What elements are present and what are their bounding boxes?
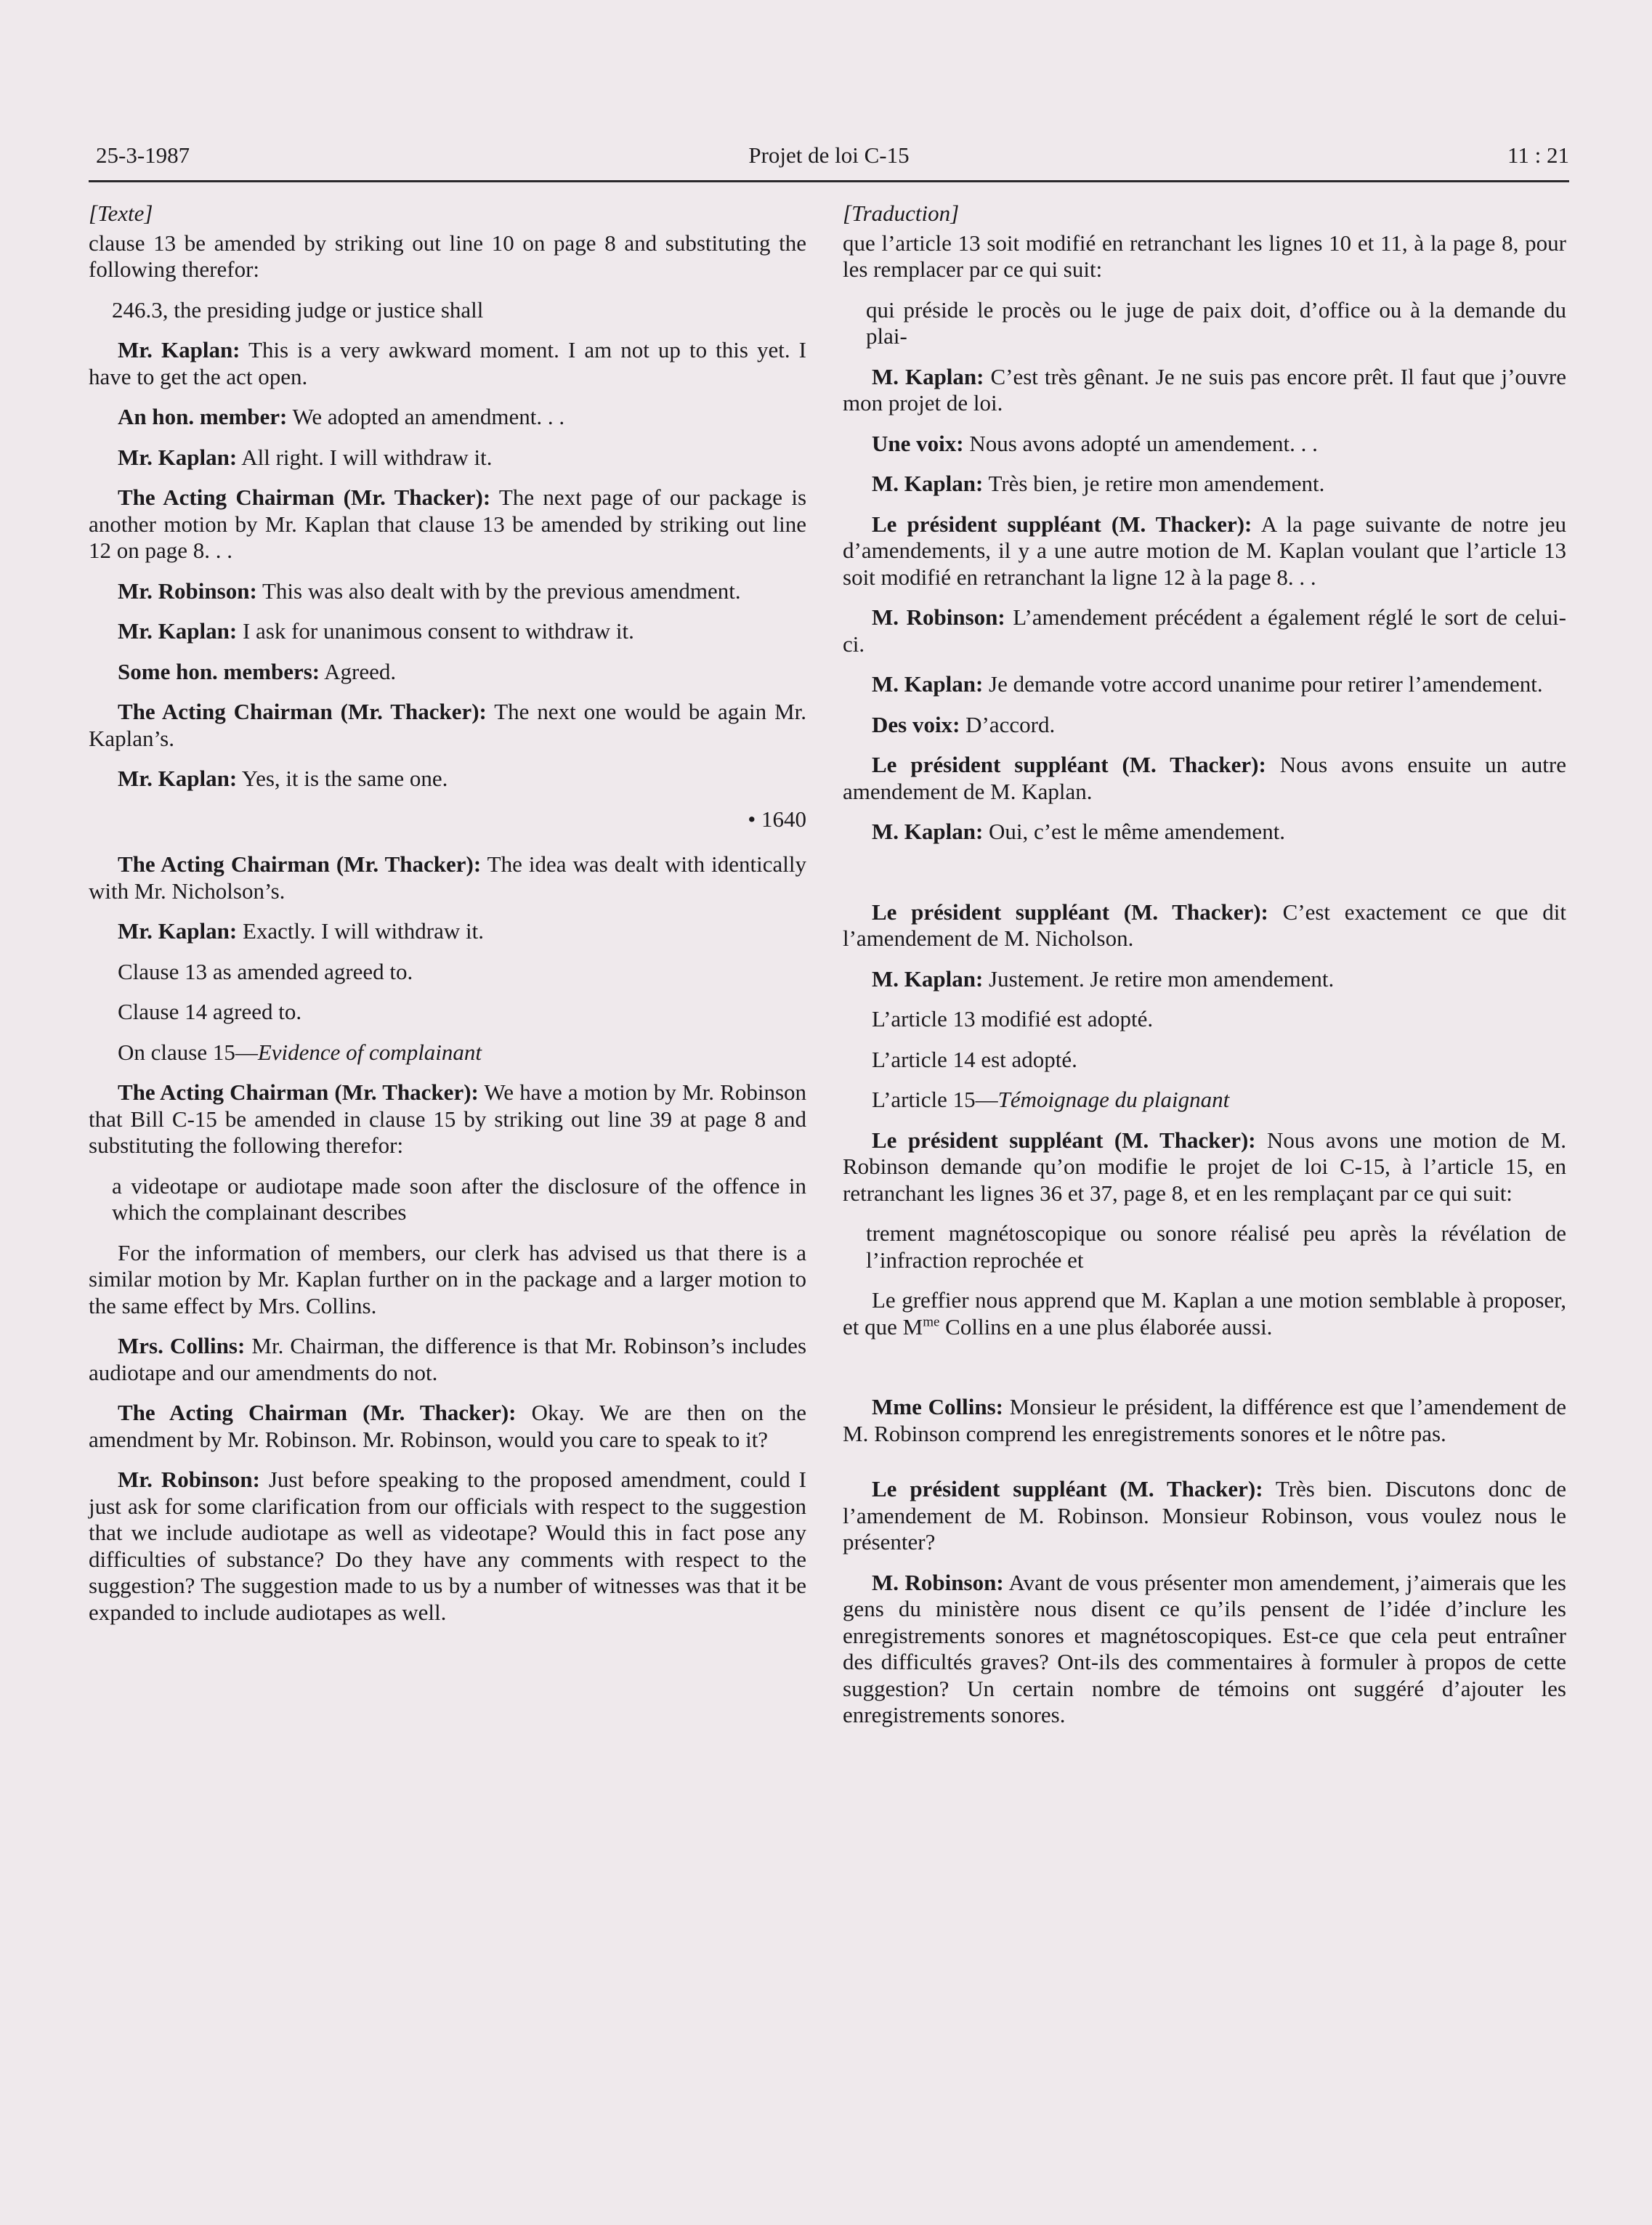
paragraph-text: Le greffier nous apprend que M. Kaplan a une motion semblable à proposer, et que M <box>843 1287 1566 1340</box>
speech: The next one would be again Mr. Kaplan’s. <box>89 699 807 751</box>
speech: We adopted an amendment. . . <box>287 404 565 429</box>
speaker: M. Kaplan: <box>872 819 984 844</box>
text-tag: [Texte] <box>89 200 153 226</box>
speaker: Mrs. Collins: <box>118 1333 246 1358</box>
speaker: M. Kaplan: <box>872 671 984 697</box>
paragraph <box>843 471 1566 498</box>
speaker: The Acting Chairman (Mr. Thacker): <box>118 1400 517 1425</box>
speaker: Mme Collins: <box>872 1394 1003 1419</box>
speaker: M. Kaplan: <box>872 965 984 992</box>
paragraph <box>89 578 806 605</box>
clause-title: Evidence of complainant <box>257 1039 482 1065</box>
speech: Avant de vous présenter mon amendement, j’aimerais que les gens du ministère nous disent ce qu’ils pensent de l’idée d’inclure les enregistrements sonores et magnétoscopiques. Est-ce que cela peut entraîner des difficultés graves? Ont-ils des commentaires à formuler à propos de cette suggestion? Un certain nombre de témoins ont suggéré d’ajouter les enregistrements sonores. <box>843 1569 1566 1727</box>
paragraph <box>89 766 806 793</box>
clause-title: Témoignage du plaignant <box>997 1087 1230 1112</box>
paragraph <box>843 1127 1566 1207</box>
speech: Très bien. Discutons donc de l’amendement de M. Robinson. Monsieur Robinson, vous voulez nous le présenter? <box>843 1476 1566 1555</box>
paragraph <box>843 431 1566 458</box>
speech: Exactly. I will withdraw it. <box>237 918 484 944</box>
paragraph <box>89 445 806 471</box>
header-date: 25-3-1987 <box>96 142 190 168</box>
speech: Justement. Je retire mon amendement. <box>983 965 1335 992</box>
paragraph: clause 13 be amended by striking out line 10 on page 8 and substituting the following therefor: <box>89 230 806 282</box>
translation-tag: [Traduction] <box>843 200 960 226</box>
speech: I ask for unanimous consent to withdraw it. <box>237 618 634 644</box>
time-marker: • 1640 <box>748 806 806 832</box>
speech: Nous avons une motion de M. Robinson demande qu’on modifie le projet de loi C-15, à l’article 15, en retranchant les lignes 36 et 37, page 8, et en les remplaçant par ce qui suit: <box>843 1127 1567 1206</box>
speaker: An hon. member: <box>118 404 288 429</box>
speaker: The Acting Chairman (Mr. Thacker): <box>118 851 482 877</box>
clause-heading <box>843 1087 1566 1114</box>
paragraph <box>89 1400 806 1453</box>
paragraph <box>843 966 1566 993</box>
english-column <box>89 200 806 1640</box>
paragraph <box>843 604 1566 657</box>
speech: C’est très gênant. Je ne suis pas encore prêt. Il faut que j’ouvre mon projet de loi. <box>843 363 1566 416</box>
speaker: Le président suppléant (M. Thacker): <box>872 899 1268 925</box>
speaker: M. Robinson: <box>872 604 1005 630</box>
speaker: Mr. Kaplan: <box>118 444 238 470</box>
paragraph <box>89 1467 806 1626</box>
speaker: Mr. Robinson: <box>118 1467 260 1492</box>
paragraph <box>89 485 806 564</box>
speaker: The Acting Chairman (Mr. Thacker): <box>118 485 491 510</box>
clause-heading <box>89 1039 806 1066</box>
speaker: Le président suppléant (M. Thacker): <box>872 1476 1263 1501</box>
speech: A la page suivante de notre jeu d’amendements, il y a une autre motion de M. Kaplan voulant que l’article 13 soit modifié en retranchant la ligne 12 à la page 8. . . <box>843 511 1566 590</box>
speaker: Mr. Kaplan: <box>118 618 238 644</box>
paragraph: Clause 13 as amended agreed to. <box>118 958 413 984</box>
clause-label: On clause 15— <box>118 1039 258 1065</box>
paragraph <box>843 1394 1566 1447</box>
paragraph <box>89 699 806 752</box>
quoted-text: 246.3, the presiding judge or justice shall <box>112 296 484 323</box>
speaker: The Acting Chairman (Mr. Thacker): <box>118 699 487 724</box>
speech: Okay. We are then on the amendment by Mr. Robinson. Mr. Robinson, would you care to speak to it? <box>89 1400 806 1452</box>
speech: Monsieur le président, la différence est que l’amendement de M. Robinson comprend les enregistrements sonores et le nôtre pas. <box>843 1394 1566 1446</box>
paragraph <box>89 659 806 686</box>
speech: Nous avons ensuite un autre amendement de M. Kaplan. <box>843 752 1566 804</box>
speaker: Une voix: <box>872 430 964 456</box>
speaker: Le président suppléant (M. Thacker): <box>872 1127 1256 1153</box>
paragraph <box>843 511 1566 591</box>
speech: The idea was dealt with identically with Mr. Nicholson’s. <box>89 851 806 904</box>
speaker: The Acting Chairman (Mr. Thacker): <box>118 1079 479 1105</box>
speaker: M. Kaplan: <box>872 363 984 389</box>
paragraph: que l’article 13 soit modifié en retranchant les lignes 10 et 11, à la page 8, pour les remplacer par ce qui suit: <box>843 230 1566 282</box>
speech: Nous avons adopté un amendement. . . <box>963 430 1318 456</box>
paragraph <box>89 618 806 645</box>
speech: Yes, it is the same one. <box>237 766 448 791</box>
paragraph: L’article 14 est adopté. <box>872 1046 1077 1072</box>
speech: Agreed. <box>320 658 397 684</box>
speech: The next page of our package is another motion by Mr. Kaplan that clause 13 be amended by striking out line 12 on page 8. . . <box>89 485 807 563</box>
speech: L’amendement précédent a également réglé le sort de celui-ci. <box>843 604 1566 657</box>
header-title: Projet de loi C-15 <box>748 142 910 168</box>
paragraph: L’article 13 modifié est adopté. <box>872 1006 1154 1032</box>
paragraph <box>843 899 1566 952</box>
paragraph <box>843 671 1566 698</box>
speech: Mr. Chairman, the difference is that Mr. Robinson’s includes audiotape and our amendments do not. <box>89 1333 807 1385</box>
speech: Je demande votre accord unanime pour retirer l’amendement. <box>983 671 1543 697</box>
speaker: Mr. Kaplan: <box>118 337 240 362</box>
quoted-text: trement magnétoscopique ou sonore réalisé peu après la révélation de l’infraction reprochée et <box>866 1220 1566 1273</box>
paragraph <box>89 1079 806 1159</box>
speaker: M. Robinson: <box>872 1569 1004 1595</box>
speaker: M. Kaplan: <box>872 471 984 496</box>
paragraph <box>843 752 1566 805</box>
paragraph <box>843 1476 1566 1556</box>
speaker: Mr. Robinson: <box>118 577 257 604</box>
paragraph-text: Collins en a une plus élaborée aussi. <box>939 1313 1273 1340</box>
paragraph <box>89 337 806 390</box>
speaker: Mr. Kaplan: <box>118 766 238 791</box>
speech: This is a very awkward moment. I am not up to this yet. I have to get the act open. <box>89 337 806 389</box>
paragraph <box>843 819 1566 846</box>
speaker: Mr. Kaplan: <box>118 918 238 944</box>
paragraph: Clause 14 agreed to. <box>118 999 302 1024</box>
quoted-text: a videotape or audiotape made soon after the disclosure of the offence in which the complainant describes <box>112 1172 806 1225</box>
paragraph <box>89 851 806 904</box>
paragraph <box>843 712 1566 739</box>
paragraph <box>843 1570 1566 1729</box>
header-page-number: 11 : 21 <box>1507 142 1569 168</box>
speech: Oui, c’est le même amendement. <box>983 819 1286 844</box>
superscript: me <box>923 1314 940 1330</box>
speech: D’accord. <box>960 711 1056 737</box>
speaker: Le président suppléant (M. Thacker): <box>872 752 1266 777</box>
speech: C’est exactement ce que dit l’amendement de M. Nicholson. <box>843 899 1567 951</box>
speech: We have a motion by Mr. Robinson that Bill C-15 be amended in clause 15 by striking out line 39 at page 8 and substituting the following therefor: <box>89 1079 807 1158</box>
quoted-text: qui préside le procès ou le juge de paix doit, d’office ou à la demande du plai- <box>866 296 1566 349</box>
speaker: Le président suppléant (M. Thacker): <box>872 511 1252 537</box>
header-rule <box>89 180 1569 182</box>
paragraph <box>843 1287 1566 1340</box>
speech: Très bien, je retire mon amendement. <box>983 471 1325 496</box>
speech: This was also dealt with by the previous amendment. <box>256 577 741 604</box>
paragraph <box>843 364 1566 417</box>
speaker: Some hon. members: <box>118 658 320 684</box>
speech: All right. I will withdraw it. <box>237 444 493 470</box>
paragraph <box>89 918 806 945</box>
paragraph: For the information of members, our clerk has advised us that there is a similar motion by Mr. Kaplan further on in the package and a larger motion to the same effect by Mrs. Collins. <box>89 1239 806 1318</box>
clause-label: L’article 15— <box>872 1087 998 1112</box>
speaker: Des voix: <box>872 711 960 737</box>
page-header <box>89 142 1569 182</box>
speech: Just before speaking to the proposed amendment, could I just ask for some clarification from our officials with respect to the suggestion that we include audiotape as well as videotape? Would this in fact pose any difficulties of substance? Do they have any comments with respect to the suggestion? The suggestion made to us by a number of witnesses was that it be expanded to include audiotapes as well. <box>89 1467 806 1625</box>
french-column <box>843 200 1566 1743</box>
paragraph <box>89 1333 806 1386</box>
paragraph <box>89 404 806 431</box>
